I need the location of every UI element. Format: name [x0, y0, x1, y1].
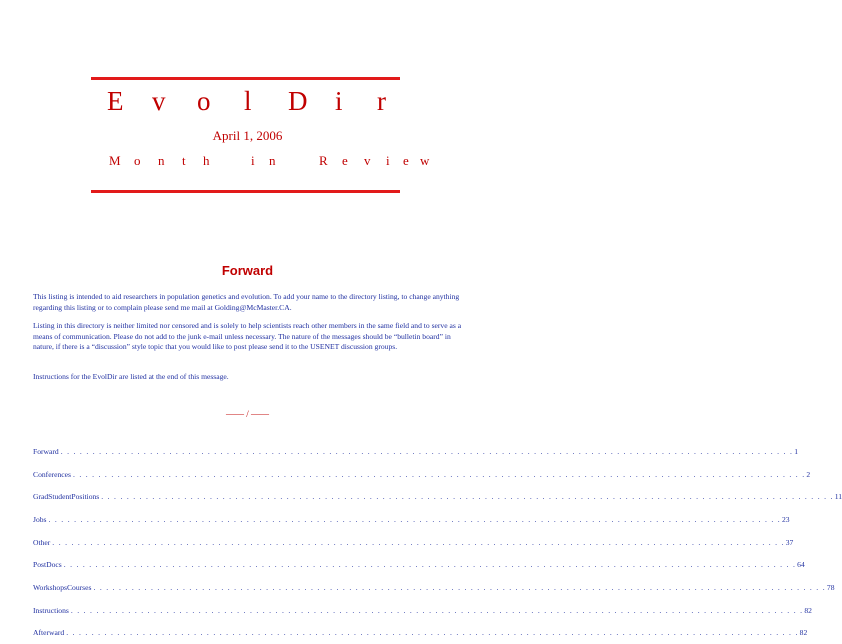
title-evoldir — [0, 86, 495, 122]
toc-entry-name[interactable]: WorkshopsCourses — [33, 583, 93, 592]
forward-paragraph: Instructions for the EvolDir are listed at the end of this message. — [33, 372, 463, 383]
subtitle-letter: e — [403, 153, 409, 169]
toc-entry-conferences[interactable] — [33, 463, 463, 486]
section-heading-forward: Forward — [0, 263, 495, 278]
toc-page-number[interactable]: 1 — [793, 447, 798, 456]
toc-leader-dots: . . . . . . . . . . . . . . . . . . . . . . . . . . . . . . . . . . . . . . . . . . . . . . . . . . . . . . . . . . . . . . . . . . . . . . . . . . . . . . . . . . . . . . . . . . . . . . . . . . . . . . . . . . . . . . . . . . . — [101, 492, 833, 501]
subtitle-letter: h — [203, 153, 210, 169]
toc-leader-dots: . . . . . . . . . . . . . . . . . . . . . . . . . . . . . . . . . . . . . . . . . . . . . . . . . . . . . . . . . . . . . . . . . . . . . . . . . . . . . . . . . . . . . . . . . . . . . . . . . . . . . . . . . . . . . . . . . . . — [61, 447, 793, 456]
subtitle-letter: o — [134, 153, 141, 169]
subtitle-letter: e — [342, 153, 348, 169]
toc-entry-jobs[interactable] — [33, 508, 463, 531]
toc-leader-dots: . . . . . . . . . . . . . . . . . . . . . . . . . . . . . . . . . . . . . . . . . . . . . . . . . . . . . . . . . . . . . . . . . . . . . . . . . . . . . . . . . . . . . . . . . . . . . . . . . . . . . . . . . . . . . . . . . . . — [52, 538, 784, 547]
toc-leader-dots: . . . . . . . . . . . . . . . . . . . . . . . . . . . . . . . . . . . . . . . . . . . . . . . . . . . . . . . . . . . . . . . . . . . . . . . . . . . . . . . . . . . . . . . . . . . . . . . . . . . . . . . . . . . . . . . . . . . — [93, 583, 825, 592]
toc-entry-name[interactable]: PostDocs — [33, 560, 64, 569]
subtitle-letter: w — [420, 153, 429, 169]
toc-entry-name[interactable]: Other — [33, 538, 52, 547]
toc-page-number[interactable]: 37 — [785, 538, 794, 547]
toc-entry-name[interactable]: Forward — [33, 447, 61, 456]
subtitle-letter: i — [251, 153, 255, 169]
title-letter: v — [152, 86, 166, 117]
toc-page-number[interactable]: 23 — [781, 515, 790, 524]
issue-date: April 1, 2006 — [0, 128, 495, 144]
toc-page-number[interactable]: 11 — [834, 492, 842, 501]
toc-entry-instructions[interactable] — [33, 599, 463, 622]
toc-page-number[interactable]: 82 — [803, 606, 812, 615]
toc-page-number[interactable]: 82 — [799, 628, 808, 637]
toc-leader-dots: . . . . . . . . . . . . . . . . . . . . . . . . . . . . . . . . . . . . . . . . . . . . . . . . . . . . . . . . . . . . . . . . . . . . . . . . . . . . . . . . . . . . . . . . . . . . . . . . . . . . . . . . . . . . . . . . . . . — [49, 515, 781, 524]
subtitle-letter: v — [364, 153, 371, 169]
subtitle-letter: t — [182, 153, 186, 169]
toc-leader-dots: . . . . . . . . . . . . . . . . . . . . . . . . . . . . . . . . . . . . . . . . . . . . . . . . . . . . . . . . . . . . . . . . . . . . . . . . . . . . . . . . . . . . . . . . . . . . . . . . . . . . . . . . . . . . . . . . . . . — [73, 470, 805, 479]
title-letter: r — [377, 86, 386, 117]
toc-page-number[interactable]: 78 — [826, 583, 835, 592]
toc-page-number[interactable]: 2 — [805, 470, 810, 479]
bottom-rule — [91, 190, 400, 193]
toc-entry-name[interactable]: Conferences — [33, 470, 73, 479]
toc-page-number[interactable]: 64 — [796, 560, 805, 569]
toc-entry-afterward[interactable] — [33, 622, 463, 644]
subtitle-letter: n — [158, 153, 165, 169]
title-letter: i — [335, 86, 343, 117]
forward-paragraph: Listing in this directory is neither limited nor censored and is solely to help scientists reach other members in the same field and to serve as a means of communication. Please do not add to the junk e-mail unless necessary. The nature of the messages should be “bulletin board” in nature, if there is a “discussion” style topic that you would like to post please send it to the USENET discussion groups. — [33, 321, 463, 353]
top-rule — [91, 77, 400, 80]
section-separator: —— / —— — [0, 409, 495, 419]
subtitle-letter: n — [269, 153, 276, 169]
toc-leader-dots: . . . . . . . . . . . . . . . . . . . . . . . . . . . . . . . . . . . . . . . . . . . . . . . . . . . . . . . . . . . . . . . . . . . . . . . . . . . . . . . . . . . . . . . . . . . . . . . . . . . . . . . . . . . . . . . . . . . — [64, 560, 796, 569]
subtitle-letter: i — [386, 153, 390, 169]
title-letter: o — [197, 86, 211, 117]
toc-entry-name[interactable]: GradStudentPositions — [33, 492, 101, 501]
toc-entry-name[interactable]: Jobs — [33, 515, 49, 524]
toc-leader-dots: . . . . . . . . . . . . . . . . . . . . . . . . . . . . . . . . . . . . . . . . . . . . . . . . . . . . . . . . . . . . . . . . . . . . . . . . . . . . . . . . . . . . . . . . . . . . . . . . . . . . . . . . . . . . . . . . . . . — [71, 606, 803, 615]
toc-entry-other[interactable] — [33, 531, 463, 554]
toc-entry-forward[interactable] — [33, 440, 463, 463]
table-of-contents — [33, 440, 463, 644]
toc-entry-gradstudentpositions[interactable] — [33, 485, 463, 508]
toc-entry-name[interactable]: Afterward — [33, 628, 66, 637]
title-letter: l — [244, 86, 252, 117]
forward-paragraph: This listing is intended to aid researchers in population genetics and evolution. To add your name to the directory listing, to change anything regarding this listing or to complain please send me mail at Golding@McMaster.CA. — [33, 292, 463, 313]
toc-entry-postdocs[interactable] — [33, 553, 463, 576]
toc-entry-name[interactable]: Instructions — [33, 606, 71, 615]
subtitle-letter: R — [319, 153, 328, 169]
title-letter: E — [107, 86, 124, 117]
subtitle-month-in-review — [0, 153, 495, 173]
toc-entry-workshopscourses[interactable] — [33, 576, 463, 599]
subtitle-letter: M — [109, 153, 121, 169]
toc-leader-dots: . . . . . . . . . . . . . . . . . . . . . . . . . . . . . . . . . . . . . . . . . . . . . . . . . . . . . . . . . . . . . . . . . . . . . . . . . . . . . . . . . . . . . . . . . . . . . . . . . . . . . . . . . . . . . . . . . . . — [66, 628, 798, 637]
title-letter: D — [288, 86, 308, 117]
